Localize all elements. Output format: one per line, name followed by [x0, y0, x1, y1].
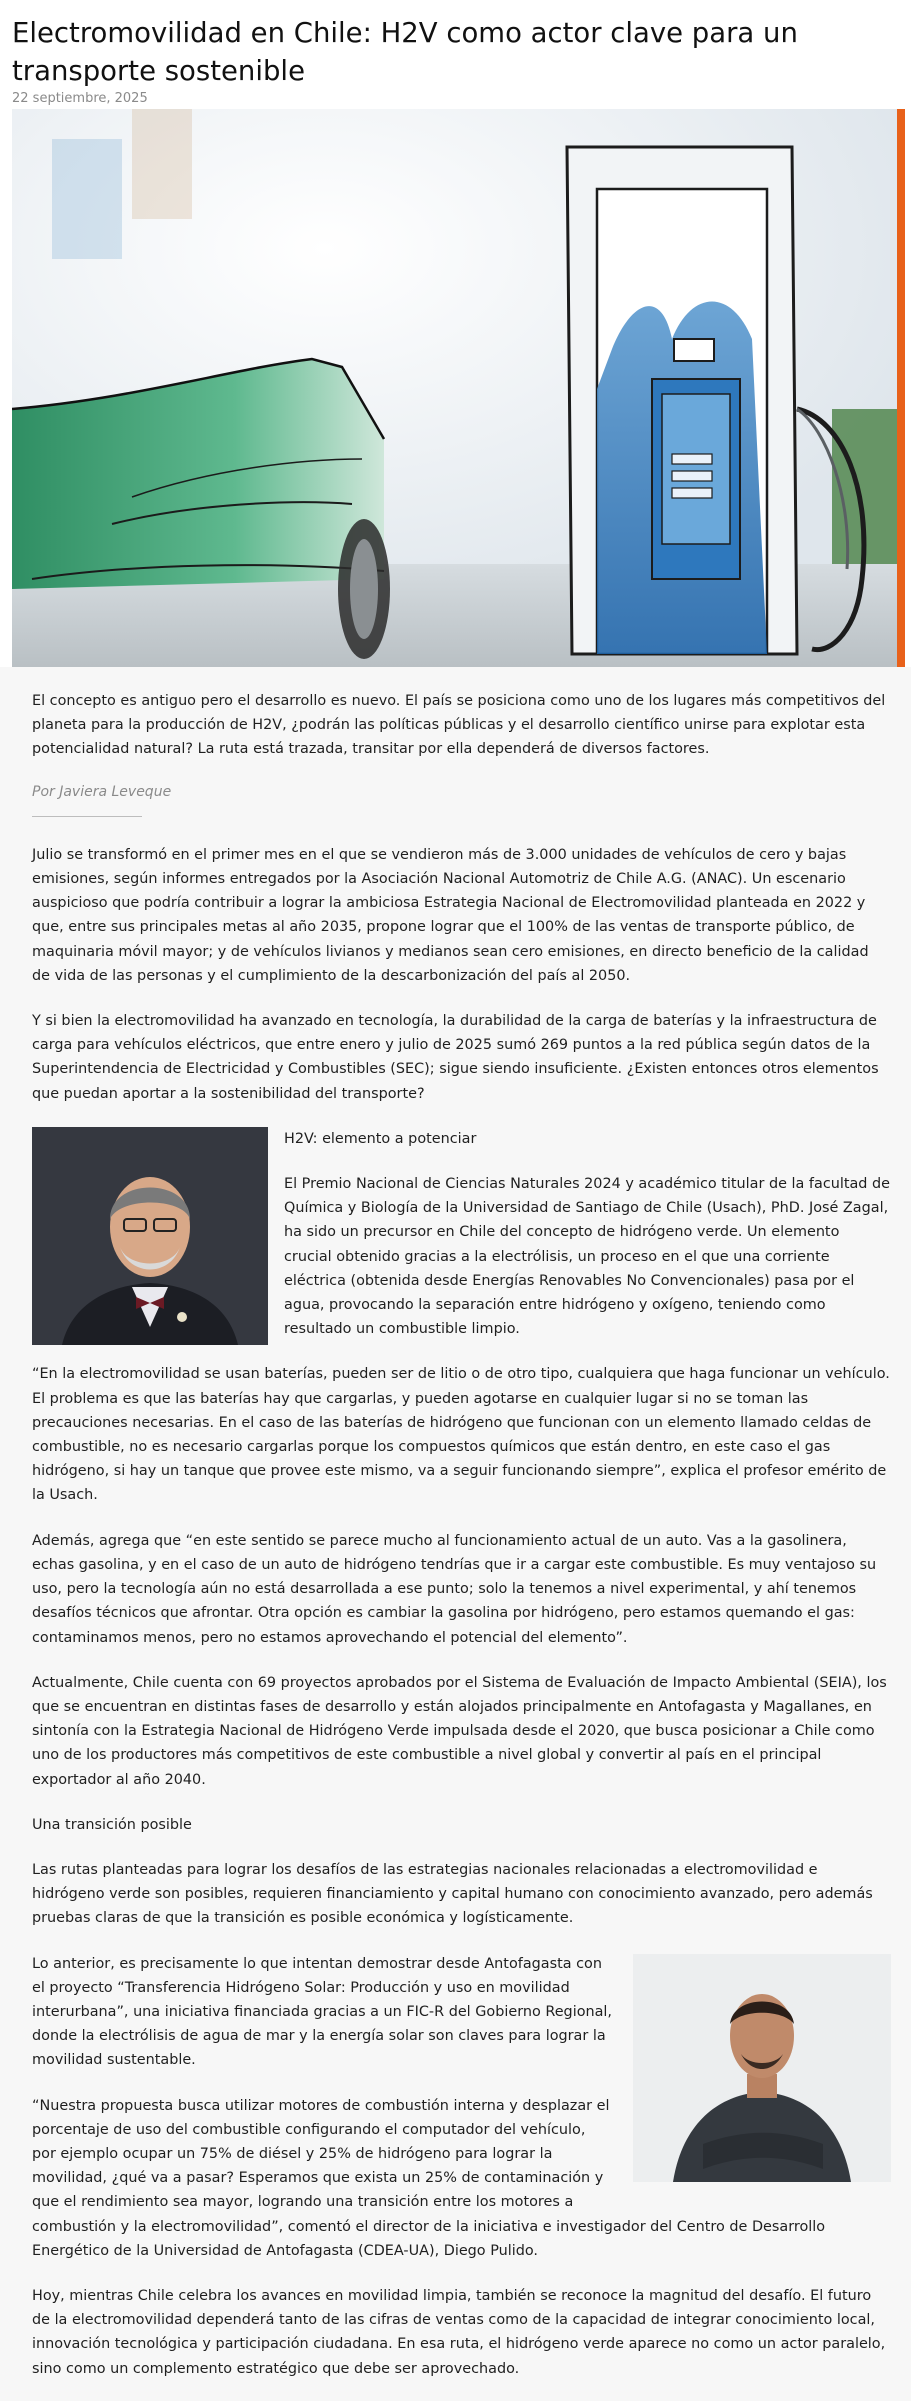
- hero-image: [12, 109, 905, 667]
- portrait-jose-zagal: [32, 1127, 268, 1345]
- portrait-diego-pulido: [633, 1954, 891, 2182]
- article-date: 22 septiembre, 2025: [12, 91, 148, 106]
- article-header: [0, 0, 911, 109]
- paragraph-10: Hoy, mientras Chile celebra los avances en movilidad limpia, también se reconoce la magnitud del desafío. El futuro de la electromovilidad dependerá tanto de las cifras de ventas como de la capacidad de integrar conocimiento local, innovación tecnológica y participación ciudadana. En esa ruta, el hidrógeno verde aparece no como un actor paralelo, sino como un complemento estratégico que debe ser aprovechado.: [32, 2287, 886, 2377]
- hero-illustration: [12, 109, 905, 667]
- paragraph-5: Además, agrega que “en este sentido se parece mucho al funcionamiento actual de un auto. Vas a la gasolinera, echas gasolina, y en el caso de un auto de hidrógeno tendrías que ir a cargar este combustible. Es muy ventajoso su uso, pero la tecnología aún no está desarrollada a ese punto; solo la tenemos a nivel experimental, y ahí tenemos desafíos técnicos que afrontar. Otra opción es cambiar la gasolina por hidrógeno, pero estamos quemando el gas: contaminamos menos, pero no estamos aprovechando el potencial del elemento”.: [32, 1532, 877, 1646]
- paragraph-4: “En la electromovilidad se usan baterías, pueden ser de litio o de otro tipo, cualquiera que haga funcionar un vehículo. El problema es que las baterías hay que cargarlas, y pueden agotarse en cualquier lugar si no se toman las precauciones necesarias. En el caso de las baterías de hidrógeno que funcionan con un elemento llamado celdas de combustible, no es necesario cargarlas porque los compuestos químicos que están dentro, en este caso el gas hidrógeno, si hay un tanque que provee este mismo, va a seguir funcionando siempre”, explica el profesor emérito de la Usach.: [32, 1366, 890, 1504]
- portrait-illustration-2: [633, 1954, 891, 2182]
- paragraph-1: Julio se transformó en el primer mes en el que se vendieron más de 3.000 unidades de vehículos de cero y bajas emisiones, según informes entregados por la Asociación Nacional Automotriz de Chile A.G. (ANAC). Un escenario auspicioso que podría contribuir a lograr la ambiciosa Estrategia Nacional de Electromovilidad planteada en 2022 y que, entre sus principales metas al año 2035, propone lograr que el 100% de las ventas de transporte público, de maquinaria móvil mayor; y de vehículos livianos y medianos sean cero emisiones, en directo beneficio de la calidad de vida de las personas y el cumplimiento de la descarbonización del país al 2050.: [32, 846, 869, 984]
- portrait-illustration-1: [32, 1127, 268, 1345]
- article-body: [0, 667, 911, 2401]
- section-heading-h2v: H2V: elemento a potenciar: [284, 1130, 477, 1147]
- byline-divider: [32, 816, 142, 817]
- paragraph-2: Y si bien la electromovilidad ha avanzado en tecnología, la durabilidad de la carga de baterías y la infraestructura de carga para vehículos eléctricos, que entre enero y julio de 2025 sumó 269 puntos a la red pública según datos de la Superintendencia de Electricidad y Combustibles (SEC); sigue siendo insuficiente. ¿Existen entonces otros elementos que puedan aportar a la sostenibilidad del transporte?: [32, 1013, 879, 1102]
- hero-accent-bar: [897, 109, 905, 667]
- paragraph-8: Lo anterior, es precisamente lo que intentan demostrar desde Antofagasta con el proyecto “Transferencia Hidrógeno Solar: Producción y uso en movilidad interurbana”, una iniciativa financiada gracias a un FIC-R del Gobierno Regional, donde la electrólisis de agua de mar y la energía solar son claves para lograr la movilidad sustentable.: [32, 1955, 613, 2069]
- paragraph-7: Las rutas planteadas para lograr los desafíos de las estrategias nacionales relacionadas a electromovilidad e hidrógeno verde son posibles, requieren financiamiento y capital humano con conocimiento avanzado, pero además pruebas claras de que la transición es posible económica y logísticamente.: [32, 1861, 873, 1927]
- paragraph-6: Actualmente, Chile cuenta con 69 proyectos aprobados por el Sistema de Evaluación de Impacto Ambiental (SEIA), los que se encuentran en distintas fases de desarrollo y están alojados principalmente en Antofagasta y Magallanes, en sintonía con la Estrategia Nacional de Hidrógeno Verde impulsada desde el 2020, que busca posicionar a Chile como uno de los productores más competitivos de este combustible a nivel global y convertir al país en el principal exportador al año 2040.: [32, 1674, 887, 1788]
- article-byline: Por Javiera Leveque: [32, 783, 172, 800]
- section-heading-transicion: Una transición posible: [32, 1816, 192, 1833]
- article-intro: El concepto es antiguo pero el desarrollo es nuevo. El país se posiciona como uno de los lugares más competitivos del planeta para la producción de H2V, ¿podrán las políticas públicas y el desarrollo científico unirse para explotar esta potencialidad natural? La ruta está trazada, transitar por ella dependerá de diversos factores.: [32, 693, 886, 758]
- paragraph-3: El Premio Nacional de Ciencias Naturales 2024 y académico titular de la facultad de Química y Biología de la Universidad de Santiago de Chile (Usach), PhD. José Zagal, ha sido un precursor en Chile del concepto de hidrógeno verde. Un elemento crucial obtenido gracias a la electrólisis, un proceso en el que una corriente eléctrica (obtenida desde Energías Renovables No Convencionales) pasa por el agua, provocando la separación entre hidrógeno y oxígeno, teniendo como resultado un combustible limpio.: [284, 1176, 891, 1338]
- article-title: Electromovilidad en Chile: H2V como actor clave para un transporte sostenible: [12, 17, 798, 87]
- paragraph-9: “Nuestra propuesta busca utilizar motores de combustión interna y desplazar el porcentaje de uso del combustible configurando el computador del vehículo, por ejemplo ocupar un 75% de diésel y 25% de hidrógeno para lograr la movilidad, ¿qué va a pasar? Esperamos que exista un 25% de contaminación y que el rendimiento sea mayor, logrando una transición entre los motores a combustión y la electromovilidad”, comentó el director de la iniciativa e investigador del Centro de Desarrollo Energético de la Universidad de Antofagasta (CDEA-UA), Diego Pulido.: [32, 2097, 826, 2259]
